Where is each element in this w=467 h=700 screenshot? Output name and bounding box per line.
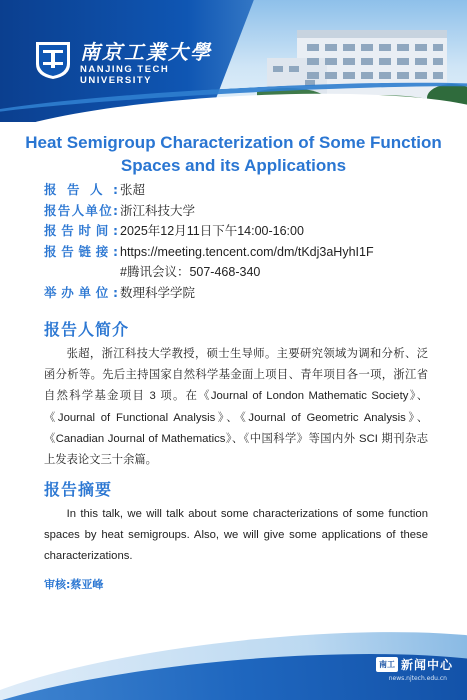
abstract-text: In this talk, we will talk about some characterizations of some function spaces by heat semigroups. Also, we will give some applications of these characterizations. xyxy=(44,508,428,563)
info-label: 报告人: xyxy=(44,182,118,197)
university-name-chinese: 南京工業大學 xyxy=(80,40,212,64)
reviewer-credit: 审核:蔡亚峰 xyxy=(44,578,104,591)
news-center-label: 新闻中心 xyxy=(400,658,453,672)
info-label-empty xyxy=(44,262,118,283)
bio-text: 张超，浙江科技大学教授，硕士生导师。主要研究领域为调和分析、泛函分析等。先后主持国家自然科学基金面上项目、青年项目各一项，浙江省自然科学基金项目 3 项。在《Journal of London Mathematic Society》、《Journal of Functional Analysis》、《Journal of Geometric Analysis》、《Canadian Journal of Mathematics》、《中国科学》等国内外 SCI 期刊杂志上发表论文三十余篇。 xyxy=(44,348,428,467)
university-name-english xyxy=(80,64,169,86)
university-name-english-line1: NANJING TECH xyxy=(80,64,170,75)
info-row-affiliation xyxy=(44,201,444,222)
news-center-logo xyxy=(376,656,453,673)
university-name-english-line2: UNIVERSITY xyxy=(80,75,153,86)
info-label: 报告链接: xyxy=(44,243,118,259)
university-logo xyxy=(34,36,274,106)
abstract-heading: 报告摘要 xyxy=(44,480,113,499)
lecture-title: Heat Semigroup Characterization of Some Function Spaces and its Applications xyxy=(25,133,442,175)
footer-waves xyxy=(0,590,467,700)
info-row-link xyxy=(44,242,444,263)
meeting-link[interactable]: https://meeting.tencent.com/dm/tKdj3aHyhI1F xyxy=(120,244,374,259)
info-row-organizer xyxy=(44,283,444,304)
meeting-id: #腾讯会议：507-468-340 xyxy=(120,265,261,279)
info-row-meeting-id xyxy=(44,262,444,283)
university-crest-icon xyxy=(34,40,72,80)
lecture-info xyxy=(44,180,444,303)
bio-heading: 报告人简介 xyxy=(44,320,130,339)
info-value: 浙江科技大学 xyxy=(120,203,196,218)
info-value: 张超 xyxy=(120,183,146,197)
info-label: 举办单位: xyxy=(44,284,118,300)
info-label: 报告人单位: xyxy=(44,202,118,218)
news-center-url: news.njtech.edu.cn xyxy=(388,675,447,682)
info-value: 数理科学学院 xyxy=(120,285,196,300)
info-row-time xyxy=(44,221,444,242)
info-value: 2025年12月11日下午14:00-16:00 xyxy=(120,224,304,238)
info-row-speaker xyxy=(44,180,444,201)
header-banner xyxy=(0,0,467,122)
news-center-mark-icon: 南工 xyxy=(376,657,398,672)
info-label: 报告时间: xyxy=(44,223,118,238)
